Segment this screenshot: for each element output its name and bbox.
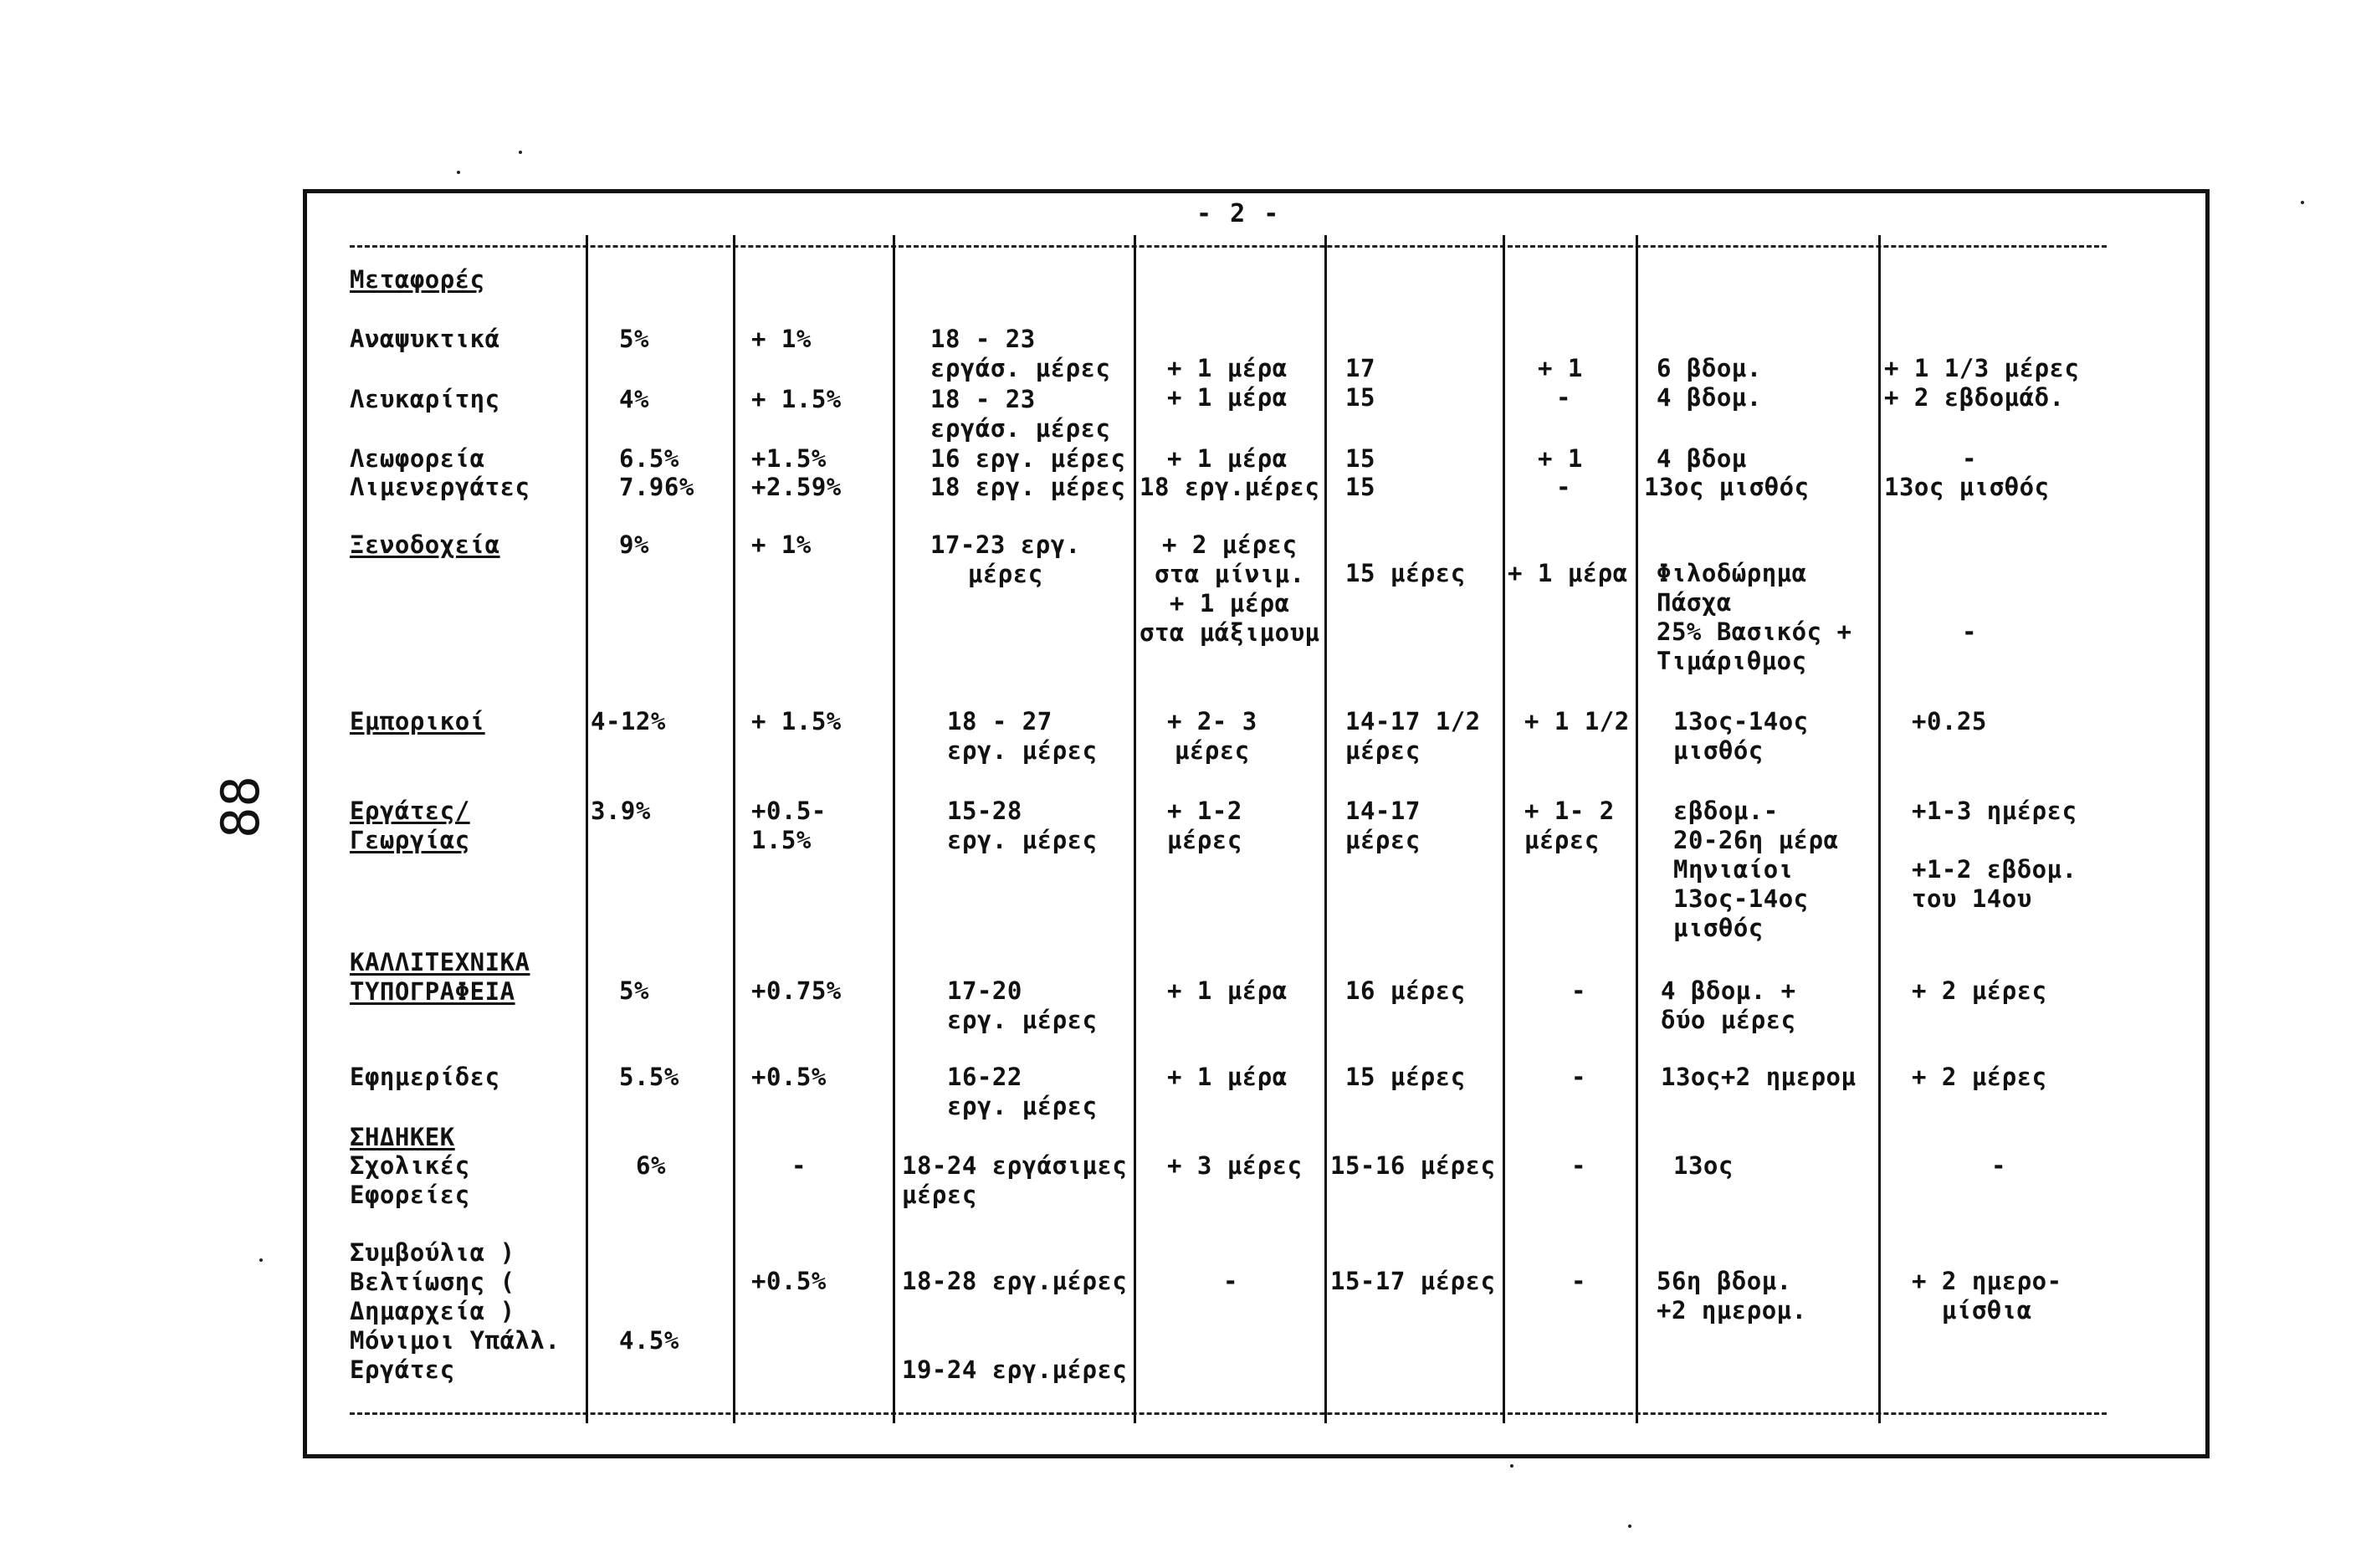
cell-days-increase: + 2- 3 μέρες: [1167, 707, 1257, 765]
cell-bonus: 4 βδομ. + δύο μέρες: [1661, 976, 1796, 1034]
cell-days-2: 15 μέρες: [1345, 559, 1466, 587]
cell-days-2: 15-16 μέρες: [1330, 1151, 1496, 1180]
cell-increase: +0.5%: [751, 1063, 827, 1091]
cell-rate: 4%: [619, 385, 649, 413]
row-label-leukaritis: Λευκαρίτης: [350, 385, 500, 413]
cell-days-2-increase: -: [1556, 383, 1571, 412]
row-label-monimoi: Μόνιμοι Υπάλλ. Εργάτες: [350, 1326, 561, 1384]
cell-days-2: 15: [1345, 383, 1375, 412]
cell-days: 18 - 23 εργάσ. μέρες: [930, 325, 1111, 382]
scan-speck: [457, 171, 460, 174]
column-divider: [586, 235, 588, 1423]
scan-speck: [1628, 1524, 1631, 1528]
row-label-metafores: Μεταφορές: [350, 265, 485, 294]
cell-bonus-increase: +1-3 ημέρες +1-2 εβδομ. του 14ου: [1912, 797, 2077, 913]
scan-speck: [1510, 1464, 1513, 1468]
cell-increase: + 1.5%: [751, 707, 842, 735]
cell-days-increase: + 1 μέρα: [1167, 444, 1288, 473]
cell-rate: 5.5%: [619, 1063, 679, 1091]
cell-bonus: 13ος μισθός: [1644, 473, 1810, 501]
cell-increase: +2.59%: [751, 473, 842, 501]
column-divider: [1878, 235, 1881, 1423]
cell-days: 16 εργ. μέρες: [930, 444, 1126, 473]
row-label-symvoulia: Συμβούλια ) Βελτίωσης ( Δημαρχεία ): [350, 1238, 515, 1325]
cell-days-2-increase: + 1: [1538, 444, 1583, 473]
cell-bonus: 13ος-14ος μισθός: [1673, 707, 1809, 765]
cell-bonus-increase: -: [1962, 617, 1977, 646]
row-label-limenergates: Λιμενεργάτες: [350, 473, 530, 501]
cell-bonus: 13ος: [1673, 1151, 1734, 1180]
cell-days: 15-28 εργ. μέρες: [947, 797, 1098, 854]
cell-bonus: 4 βδομ: [1657, 444, 1747, 473]
cell-days-2-increase: -: [1571, 976, 1586, 1005]
cell-days-increase: -: [1223, 1267, 1238, 1295]
cell-days: 18-28 εργ.μέρες: [902, 1267, 1128, 1295]
row-label-ergates-geoponias: Εργάτες/ Γεωργίας: [350, 797, 470, 854]
cell-days-2-increase: + 1- 2 μέρες: [1524, 797, 1615, 854]
cell-bonus-increase: +0.25: [1912, 707, 1987, 735]
cell-days-2-increase: + 1 1/2: [1524, 707, 1630, 735]
cell-days: 18 - 23 εργάσ. μέρες: [930, 385, 1111, 443]
cell-bonus: 4 βδομ.: [1657, 383, 1762, 412]
cell-days-increase: + 1 μέρα: [1167, 354, 1288, 382]
cell-days: 16-22 εργ. μέρες: [947, 1063, 1098, 1120]
cell-days-2: 15 μέρες: [1345, 1063, 1466, 1091]
cell-bonus-increase: + 2 μέρες: [1912, 1063, 2047, 1091]
cell-bonus-increase: + 2 εβδομάδ.: [1884, 383, 2065, 412]
cell-increase: +0.75%: [751, 976, 842, 1005]
cell-increase: +0.5- 1.5%: [751, 797, 827, 854]
column-divider: [893, 235, 895, 1423]
cell-days-increase: + 1 μέρα: [1167, 1063, 1288, 1091]
cell-bonus-increase: + 2 ημερο- μίσθια: [1912, 1267, 2062, 1325]
cell-rate: 5%: [619, 325, 649, 353]
bottom-dashed-rule: [350, 1412, 2107, 1415]
page-number: - 2 -: [1196, 199, 1281, 228]
cell-days-increase: + 2 μέρες στα μίνιμ. + 1 μέρα στα μάξιμουμ: [1140, 530, 1320, 647]
cell-bonus-increase: 13ος μισθός: [1884, 473, 2050, 501]
cell-days-2-increase: + 1: [1538, 354, 1583, 382]
cell-days-2-increase: -: [1556, 473, 1571, 501]
cell-bonus-increase: -: [1962, 444, 1977, 473]
cell-days-2: 15: [1345, 444, 1375, 473]
cell-days-increase: + 1-2 μέρες: [1167, 797, 1242, 854]
row-label-anapsyktika: Αναψυκτικά: [350, 325, 500, 353]
cell-bonus-increase: -: [1991, 1151, 2006, 1180]
cell-days-2-increase: -: [1571, 1063, 1586, 1091]
row-label-efimerides: Εφημερίδες: [350, 1063, 500, 1091]
column-divider: [1134, 235, 1136, 1423]
column-divider: [733, 235, 735, 1423]
cell-days-2: 16 μέρες: [1345, 976, 1466, 1005]
cell-days-2: 14-17 1/2 μέρες: [1345, 707, 1481, 765]
row-label-sidikek: ΣΗΔΗΚΕΚ: [350, 1123, 455, 1151]
row-label-leoforeia: Λεωφορεία: [350, 444, 485, 473]
cell-days-2-increase: -: [1571, 1267, 1586, 1295]
cell-days: 18 - 27 εργ. μέρες: [947, 707, 1098, 765]
scan-speck: [259, 1258, 263, 1262]
cell-bonus-increase: + 2 μέρες: [1912, 976, 2047, 1005]
cell-rate: 6%: [636, 1151, 666, 1180]
cell-days-2: 15-17 μέρες: [1330, 1267, 1496, 1295]
cell-days-increase: + 3 μέρες: [1167, 1151, 1303, 1180]
cell-days: 19-24 εργ.μέρες: [902, 1355, 1128, 1384]
cell-increase: -: [791, 1151, 807, 1180]
cell-bonus-increase: + 1 1/3 μέρες: [1884, 354, 2080, 382]
scan-speck: [519, 151, 522, 154]
cell-increase: +0.5%: [751, 1267, 827, 1295]
cell-rate: 9%: [619, 530, 649, 559]
cell-days-2: 17: [1345, 354, 1375, 382]
row-label-emporikoi: Εμπορικοί: [350, 707, 485, 735]
cell-days-increase: + 1 μέρα: [1167, 383, 1288, 412]
cell-increase: + 1.5%: [751, 385, 842, 413]
cell-days-increase: 18 εργ.μέρες: [1140, 473, 1320, 501]
row-label-xenodocheia: Ξενοδοχεία: [350, 530, 500, 559]
cell-days: 17-23 εργ. μέρες: [930, 530, 1081, 588]
cell-rate: 4.5%: [619, 1326, 679, 1355]
cell-rate: 3.9%: [591, 797, 651, 825]
cell-days-2: 15: [1345, 473, 1375, 501]
cell-bonus: Φιλοδώρημα Πάσχα 25% Βασικός + Τιμάριθμος: [1657, 559, 1852, 675]
column-divider: [1503, 235, 1505, 1423]
cell-days-2: 14-17 μέρες: [1345, 797, 1421, 854]
cell-days: 17-20 εργ. μέρες: [947, 976, 1098, 1034]
cell-bonus: 6 βδομ.: [1657, 354, 1762, 382]
column-divider: [1324, 235, 1327, 1423]
side-page-number: 88: [209, 776, 271, 838]
cell-bonus: 56η βδομ. +2 ημερομ.: [1657, 1267, 1807, 1325]
cell-rate: 5%: [619, 976, 649, 1005]
cell-rate: 6.5%: [619, 444, 679, 473]
cell-bonus: 13ος+2 ημερομ: [1661, 1063, 1857, 1091]
row-label-kallitechnika: ΚΑΛΛΙΤΕΧΝΙΚΑ ΤΥΠΟΓΡΑΦΕΙΑ: [350, 948, 530, 1006]
cell-increase: +1.5%: [751, 444, 827, 473]
row-label-scholikes-efories: Σχολικές Εφορείες: [350, 1151, 470, 1209]
cell-days-increase: + 1 μέρα: [1167, 976, 1288, 1005]
cell-days-2-increase: + 1 μέρα: [1508, 559, 1628, 587]
cell-bonus: εβδομ.- 20-26η μέρα Μηνιαίοι 13ος-14ος μισθός: [1673, 797, 1839, 942]
cell-days-2-increase: -: [1571, 1151, 1586, 1180]
cell-increase: + 1%: [751, 325, 812, 353]
scan-speck: [2301, 201, 2304, 204]
cell-increase: + 1%: [751, 530, 812, 559]
cell-days: 18 εργ. μέρες: [930, 473, 1126, 501]
cell-rate: 4-12%: [591, 707, 666, 735]
column-divider: [1636, 235, 1638, 1423]
cell-days: 18-24 εργάσιμες μέρες: [902, 1151, 1128, 1209]
top-dashed-rule: [350, 245, 2107, 248]
cell-rate: 7.96%: [619, 473, 694, 501]
